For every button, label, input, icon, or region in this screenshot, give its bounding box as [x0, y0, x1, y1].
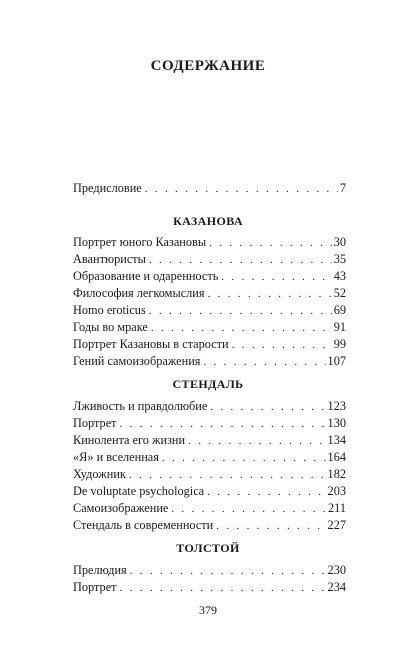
- toc-entry-page: 164: [327, 450, 346, 464]
- toc-entry: [73, 319, 346, 336]
- toc-leader-dots: [221, 269, 331, 286]
- section-heading-tolstoy: ТОЛСТОЙ: [176, 541, 240, 555]
- toc-entry: [73, 180, 346, 197]
- toc-entry-page: 203: [327, 484, 346, 498]
- toc-entry-title: Портрет юного Казановы: [73, 235, 207, 249]
- toc-entry: [73, 415, 346, 432]
- toc-entry: [73, 336, 346, 353]
- toc-entry-title: Стендаль в современности: [73, 518, 214, 532]
- page-number: 379: [199, 603, 217, 617]
- toc-entry-page: 69: [333, 303, 346, 317]
- toc-entry-page: 130: [327, 416, 346, 430]
- toc-entry-page: 52: [333, 286, 346, 300]
- toc-leader-dots: [203, 354, 325, 371]
- toc-leader-dots: [232, 337, 332, 354]
- toc-entry-page: 99: [333, 337, 346, 351]
- toc-entry-title: Homo eroticus: [73, 303, 146, 317]
- toc-entry-title: Философия легкомыслия: [73, 286, 205, 300]
- toc-entry-title: Портрет: [73, 580, 117, 594]
- toc-entry-page: 134: [327, 433, 346, 447]
- toc-entry-page: 7: [339, 181, 346, 195]
- toc-preface: [73, 180, 346, 197]
- toc-entry-title: Портрет: [73, 416, 117, 430]
- toc-entry: [73, 251, 346, 268]
- toc-entry: [73, 579, 346, 596]
- toc-entry: [73, 302, 346, 319]
- toc-leader-dots: [130, 563, 326, 580]
- toc-entry-title: Годы во мраке: [73, 320, 148, 334]
- toc-leader-dots: [162, 450, 326, 467]
- toc-entry-page: 230: [327, 563, 346, 577]
- toc-entry-title: Лживость и правдолюбие: [73, 399, 208, 413]
- toc-leader-dots: [207, 484, 325, 501]
- toc-leader-dots: [149, 252, 332, 269]
- toc-entry-title: Гений самоизображения: [73, 354, 201, 368]
- toc-entry-title: «Я» и вселенная: [73, 450, 159, 464]
- toc-entry: [73, 466, 346, 483]
- toc-leader-dots: [151, 320, 332, 337]
- toc-section-tolstoy: [73, 562, 346, 596]
- toc-leader-dots: [188, 433, 325, 450]
- toc-entry-page: 107: [327, 354, 346, 368]
- toc-leader-dots: [120, 580, 326, 597]
- toc-entry-title: Портрет Казановы в старости: [73, 337, 229, 351]
- toc-entry-page: 182: [327, 467, 346, 481]
- toc-leader-dots: [216, 518, 325, 535]
- toc-leader-dots: [171, 501, 326, 518]
- toc-entry: [73, 268, 346, 285]
- toc-entry-title: Самоизображение: [73, 501, 169, 515]
- toc-entry-page: 211: [328, 501, 346, 515]
- toc-entry: [73, 449, 346, 466]
- toc-entry: [73, 234, 346, 251]
- toc-entry-title: Авантюристы: [73, 252, 146, 266]
- toc-entry-page: 30: [333, 235, 346, 249]
- toc-leader-dots: [209, 235, 332, 252]
- toc-entry-page: 227: [327, 518, 346, 532]
- toc-leader-dots: [210, 399, 325, 416]
- section-heading-stendhal: СТЕНДАЛЬ: [172, 377, 244, 391]
- toc-entry-title: Художник: [73, 467, 126, 481]
- toc-section-casanova: [73, 234, 346, 370]
- toc-entry-title: Прелюдия: [73, 563, 127, 577]
- section-heading-casanova: КАЗАНОВА: [173, 214, 243, 228]
- page-title: СОДЕРЖАНИЕ: [150, 58, 266, 74]
- toc-entry: [73, 562, 346, 579]
- toc-entry: [73, 483, 346, 500]
- toc-entry: [73, 500, 346, 517]
- toc-entry: [73, 398, 346, 415]
- toc-entry-page: 91: [333, 320, 346, 334]
- toc-entry-title: Кинолента его жизни: [73, 433, 186, 447]
- toc-entry: [73, 285, 346, 302]
- toc-entry-page: 123: [327, 399, 346, 413]
- toc-section-stendhal: [73, 398, 346, 534]
- toc-entry-page: 35: [333, 252, 346, 266]
- toc-entry-title: Предисловие: [73, 181, 142, 195]
- toc-leader-dots: [120, 416, 326, 433]
- toc-leader-dots: [208, 286, 332, 303]
- toc-leader-dots: [145, 181, 338, 198]
- toc-entry-title: Образование и одаренность: [73, 269, 219, 283]
- toc-leader-dots: [129, 467, 326, 484]
- toc-entry: [73, 353, 346, 370]
- toc-entry-page: 43: [333, 269, 346, 283]
- toc-entry-title: De voluptate psychologica: [73, 484, 205, 498]
- toc-leader-dots: [149, 303, 332, 320]
- toc-entry-page: 234: [327, 580, 346, 594]
- toc-entry: [73, 517, 346, 534]
- toc-entry: [73, 432, 346, 449]
